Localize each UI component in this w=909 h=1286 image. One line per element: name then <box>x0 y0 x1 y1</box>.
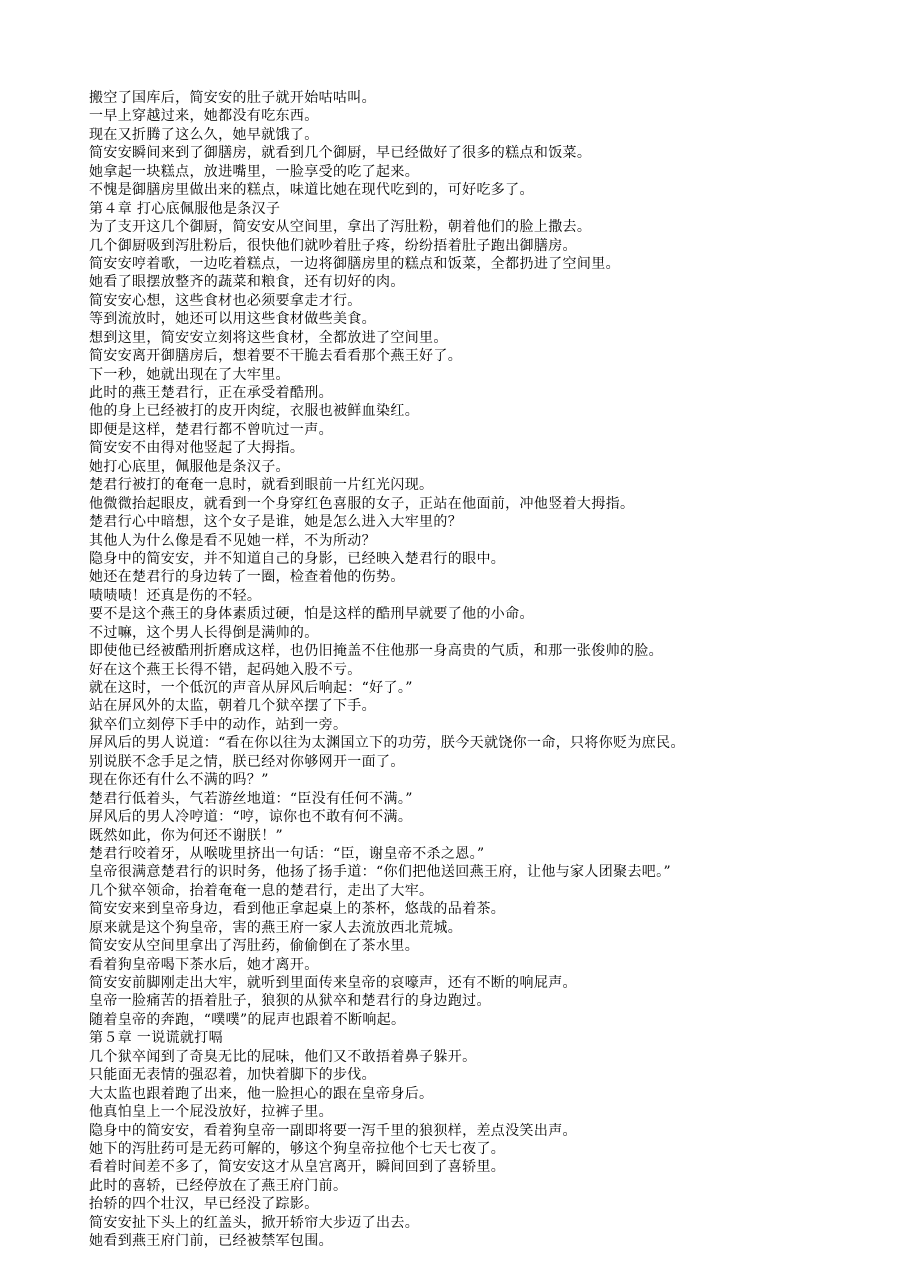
text-line: 简安安瞬间来到了御膳房，就看到几个御厨，早已经做好了很多的糕点和饭菜。 <box>89 145 592 162</box>
text-line: 随着皇帝的奔跑，“噗噗”的屁声也跟着不断响起。 <box>89 1011 406 1028</box>
text-line: 楚君行咬着牙，从喉咙里挤出一句话：“臣，谢皇帝不杀之恩。” <box>89 845 485 862</box>
text-line: 简安安离开御膳房后，想着要不干脆去看看那个燕王好了。 <box>89 348 463 365</box>
text-line: 简安安心想，这些食材也必须要拿走才行。 <box>89 292 362 309</box>
text-line: 他的身上已经被打的皮开肉绽，衣服也被鲜血染红。 <box>89 403 420 420</box>
text-line: 几个狱卒领命，抬着奄奄一息的楚君行，走出了大牢。 <box>89 882 434 899</box>
text-line: 现在你还有什么不满的吗？” <box>89 772 269 789</box>
text-line: 几个御厨吸到泻肚粉后，很快他们就吵着肚子疼，纷纷捂着肚子跑出御膳房。 <box>89 237 577 254</box>
text-line: 一早上穿越过来，她都没有吃东西。 <box>89 108 319 125</box>
text-line: 站在屏风外的太监，朝着几个狱卒摆了下手。 <box>89 698 376 715</box>
text-line: 此时的喜轿，已经停放在了燕王府门前。 <box>89 1177 348 1194</box>
chapter-heading: 第４章 打心底佩服他是条汉子 <box>89 200 281 217</box>
text-line: 他真怕皇上一个屁没放好，拉裤子里。 <box>89 1104 333 1121</box>
text-line: 即使他已经被酷刑折磨成这样，也仍旧掩盖不住他那一身高贵的气质，和那一张俊帅的脸。 <box>89 643 663 660</box>
text-line: 几个狱卒闻到了奇臭无比的屁味，他们又不敢捂着鼻子躲开。 <box>89 1048 477 1065</box>
text-line: 等到流放时，她还可以用这些食材做些美食。 <box>89 311 376 328</box>
text-line: 为了支开这几个御厨，简安安从空间里，拿出了泻肚粉，朝着他们的脸上撒去。 <box>89 219 592 236</box>
text-line: 原来就是这个狗皇帝，害的燕王府一家人去流放西北荒城。 <box>89 919 463 936</box>
text-line: 搬空了国库后，简安安的肚子就开始咕咕叫。 <box>89 90 376 106</box>
text-line: 简安安哼着歌，一边吃着糕点，一边将御膳房里的糕点和饭菜，全都扔进了空间里。 <box>89 255 620 272</box>
text-line: 现在又折腾了这么久，她早就饿了。 <box>89 126 319 143</box>
document-page <box>89 89 889 1251</box>
text-line: 要不是这个燕王的身体素质过硬，怕是这样的酷刑早就要了他的小命。 <box>89 606 534 623</box>
text-line: 大太监也跟着跑了出来，他一脸担心的跟在皇帝身后。 <box>89 1085 434 1102</box>
text-line: 想到这里，简安安立刻将这些食材，全都放进了空间里。 <box>89 329 448 346</box>
text-line: 即便是这样，楚君行都不曾吭过一声。 <box>89 421 333 438</box>
text-line: 狱卒们立刻停下手中的动作，站到一旁。 <box>89 716 348 733</box>
text-line: 只能面无表情的强忍着，加快着脚下的步伐。 <box>89 1067 376 1084</box>
text-line: 就在这时，一个低沉的声音从屏风后响起：“好了。” <box>89 680 413 696</box>
text-line: 简安安前脚刚走出大牢，就听到里面传来皇帝的哀嚎声，还有不断的响屁声。 <box>89 975 577 991</box>
text-line: 楚君行低着头，气若游丝地道：“臣没有任何不满。” <box>89 790 413 807</box>
text-line: 他微微抬起眼皮，就看到一个身穿红色喜服的女子，正站在他面前，冲他竖着大拇指。 <box>89 495 635 512</box>
text-line: 她拿起一块糕点，放进嘴里，一脸享受的吃了起来。 <box>89 163 420 180</box>
text-line: 其他人为什么像是看不见她一样，不为所动？ <box>89 532 376 549</box>
text-line: 看着时间差不多了，简安安这才从皇宫离开，瞬间回到了喜轿里。 <box>89 1159 506 1176</box>
text-line: 简安安来到皇帝身边，看到他正拿起桌上的茶杯，悠哉的品着茶。 <box>89 901 506 918</box>
text-line: 简安安不由得对他竖起了大拇指。 <box>89 440 305 457</box>
text-line: 屏风后的男人冷哼道：“哼，谅你也不敢有何不满。 <box>89 809 413 826</box>
text-line: 皇帝一脸痛苦的捂着肚子，狼狈的从狱卒和楚君行的身边跑过。 <box>89 993 491 1010</box>
chapter-heading: 第５章 一说谎就打嗝 <box>89 1030 223 1047</box>
text-line: 不过嘛，这个男人长得倒是满帅的。 <box>89 624 319 641</box>
text-line: 隐身中的简安安，并不知道自己的身影，已经映入楚君行的眼中。 <box>89 550 506 567</box>
text-line: 简安安扯下头上的红盖头，掀开轿帘大步迈了出去。 <box>89 1214 420 1231</box>
text-line: 抬轿的四个壮汉，早已经没了踪影。 <box>89 1196 319 1213</box>
text-line: 楚君行心中暗想，这个女子是谁，她是怎么进入大牢里的？ <box>89 514 463 531</box>
text-line: 她看到燕王府门前，已经被禁军包围。 <box>89 1233 333 1250</box>
text-line: 楚君行被打的奄奄一息时，就看到眼前一片红光闪现。 <box>89 477 434 494</box>
text-line: 不愧是御膳房里做出来的糕点，味道比她在现代吃到的，可好吃多了。 <box>89 182 534 199</box>
text-line: 她看了眼摆放整齐的蔬菜和粮食，还有切好的肉。 <box>89 274 405 291</box>
text-line: 她还在楚君行的身边转了一圈，检查着他的伤势。 <box>89 569 405 586</box>
text-line: 下一秒，她就出现在了大牢里。 <box>89 366 290 383</box>
text-line: 好在这个燕王长得不错，起码她入股不亏。 <box>89 661 362 678</box>
text-line: 别说朕不念手足之情，朕已经对你够网开一面了。 <box>89 753 405 770</box>
text-line: 既然如此，你为何还不谢朕！” <box>89 827 284 844</box>
text-line: 此时的燕王楚君行，正在承受着酷刑。 <box>89 385 333 401</box>
text-line: 啧啧啧！还真是伤的不轻。 <box>89 587 262 604</box>
text-line: 简安安从空间里拿出了泻肚药，偷偷倒在了茶水里。 <box>89 938 420 955</box>
text-line: 屏风后的男人说道：“看在你以往为太渊国立下的功劳，朕今天就饶你一命，只将你贬为庶民。 <box>89 735 685 752</box>
text-line: 她下的泻肚药可是无药可解的，够这个狗皇帝拉他个七天七夜了。 <box>89 1140 506 1157</box>
text-line: 皇帝很满意楚君行的识时务，他扬了扬手道：“你们把他送回燕王府，让他与家人团聚去吧。” <box>89 864 672 881</box>
text-line: 她打心底里，佩服他是条汉子。 <box>89 458 290 475</box>
text-line: 看着狗皇帝喝下茶水后，她才离开。 <box>89 956 319 973</box>
text-line: 隐身中的简安安，看着狗皇帝一副即将要一泻千里的狼狈样，差点没笑出声。 <box>89 1122 577 1139</box>
